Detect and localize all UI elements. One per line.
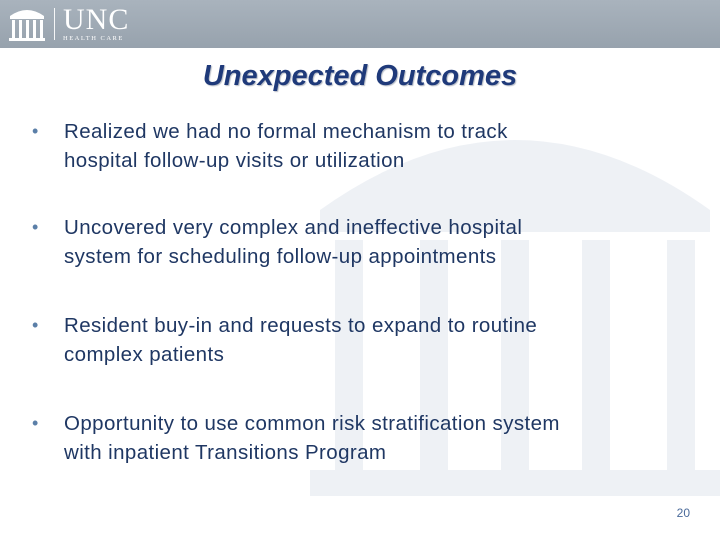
bullet-line: hospital follow-up visits or utilization bbox=[64, 149, 405, 172]
bullet-marker: • bbox=[32, 217, 39, 237]
bullet-item bbox=[32, 311, 692, 369]
bullet-line: Realized we had no formal mechanism to track bbox=[64, 120, 508, 143]
logo-subtitle: HEALTH CARE bbox=[63, 35, 124, 42]
bullet-line: Resident buy-in and requests to expand to routine bbox=[64, 314, 538, 337]
bullet-marker: • bbox=[32, 315, 39, 335]
bullet-item bbox=[32, 117, 692, 175]
bullet-item bbox=[32, 213, 692, 271]
bullet-marker: • bbox=[32, 121, 39, 141]
bullet-list bbox=[32, 117, 692, 467]
bullet-marker: • bbox=[32, 413, 39, 433]
bullet-line: complex patients bbox=[64, 343, 225, 366]
bullet-line: with inpatient Transitions Program bbox=[64, 441, 387, 464]
bullet-line: system for scheduling follow-up appointments bbox=[64, 245, 497, 268]
logo-divider bbox=[54, 8, 55, 40]
bullet-line: Uncovered very complex and ineffective hospital bbox=[64, 216, 523, 239]
old-well-logo-icon bbox=[6, 4, 48, 44]
header-bar bbox=[0, 0, 720, 48]
logo-wordmark: UNC bbox=[63, 3, 130, 36]
page-number: 20 bbox=[676, 506, 690, 520]
unc-logo bbox=[6, 4, 129, 44]
bullet-line: Opportunity to use common risk stratification system bbox=[64, 412, 560, 435]
slide-title: Unexpected Outcomes bbox=[202, 60, 518, 92]
bullet-item bbox=[32, 409, 692, 467]
